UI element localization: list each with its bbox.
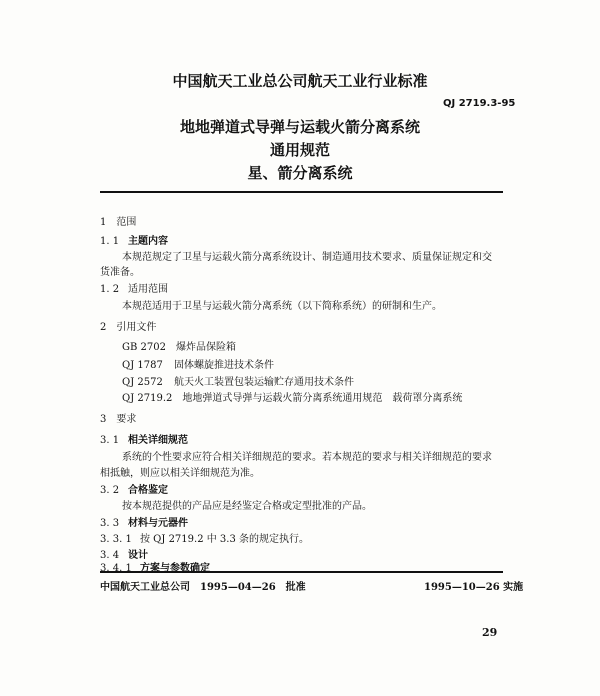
section-number: 3. 1 — [100, 435, 120, 446]
reference-title: 地地弹道式导弹与运载火箭分离系统通用规范 载荷罩分离系统 — [182, 393, 463, 404]
section-number: 3. 4 — [100, 550, 120, 561]
section-title: 主题内容 — [128, 236, 168, 247]
section-3-heading: 3 要求 — [100, 414, 137, 425]
reference-item — [122, 338, 236, 353]
standard-code: QJ 2719.3-95 — [443, 98, 516, 109]
section-number: 1. 2 — [100, 284, 120, 295]
issuing-organization: 中国航天工业总公司航天工业行业标准 — [172, 72, 428, 90]
section-number: 3. 3 — [100, 518, 120, 529]
section-1-heading: 1 范围 — [100, 217, 137, 228]
document-title-line-3: 星、箭分离系统 — [247, 164, 353, 182]
section-1-1-heading — [100, 232, 168, 247]
section-number: 3. 4. 1 — [100, 563, 132, 574]
reference-title: 航天火工装置包装运输贮存通用技术条件 — [174, 377, 354, 388]
approval-line: 中国航天工业总公司 1995—04—26 批准 — [100, 582, 306, 593]
section-number: 3. 3. 1 — [100, 534, 132, 545]
section-title: 合格鉴定 — [128, 485, 168, 496]
document-title-line-1: 地地弹道式导弹与运载火箭分离系统 — [179, 118, 420, 136]
reference-code: GB 2702 — [122, 342, 166, 353]
section-title: 适用范围 — [128, 284, 168, 295]
reference-code: QJ 1787 — [122, 360, 163, 371]
paragraph-line: 系统的个性要求应符合相关详细规范的要求。若本规范的要求与相关详细规范的要求 — [122, 452, 492, 463]
section-title: 材料与元器件 — [128, 518, 188, 529]
reference-item — [122, 389, 462, 404]
section-title: 设计 — [128, 550, 148, 561]
section-3-2-heading — [100, 481, 168, 496]
reference-code: QJ 2572 — [122, 377, 163, 388]
implementation-date: 1995—10—26 实施 — [424, 582, 524, 593]
reference-code: QJ 2719.2 — [122, 393, 173, 404]
paragraph-line: 相抵触，则应以相关详细规范为准。 — [100, 468, 260, 479]
reference-title: 固体螺旋推进技术条件 — [174, 360, 274, 371]
section-1-2-heading — [100, 280, 168, 295]
section-3-3-1 — [100, 530, 309, 545]
reference-item — [122, 356, 274, 371]
section-2-heading: 2 引用文件 — [100, 322, 157, 333]
paragraph-line: 货准备。 — [100, 267, 140, 278]
reference-item — [122, 373, 354, 388]
section-3-3-heading — [100, 514, 188, 529]
section-number: 1. 1 — [100, 236, 120, 247]
paragraph-line: 本规范适用于卫星与运载火箭分离系统（以下简称系统）的研制和生产。 — [122, 301, 442, 312]
section-3-1-heading — [100, 431, 188, 446]
page-number: 29 — [482, 626, 498, 639]
section-text: 按 QJ 2719.2 中 3.3 条的规定执行。 — [140, 534, 309, 545]
section-number: 3. 2 — [100, 485, 120, 496]
section-title: 相关详细规范 — [128, 435, 188, 446]
footer-divider — [100, 571, 503, 573]
section-title: 方案与参数确定 — [140, 563, 210, 574]
reference-title: 爆炸品保险箱 — [175, 342, 236, 353]
header-divider — [100, 191, 503, 193]
paragraph-line: 按本规范提供的产品应是经鉴定合格或定型批准的产品。 — [122, 501, 372, 512]
document-title-line-2: 通用规范 — [269, 141, 330, 159]
paragraph-line: 本规范规定了卫星与运载火箭分离系统设计、制造通用技术要求、质量保证规定和交 — [122, 252, 492, 263]
